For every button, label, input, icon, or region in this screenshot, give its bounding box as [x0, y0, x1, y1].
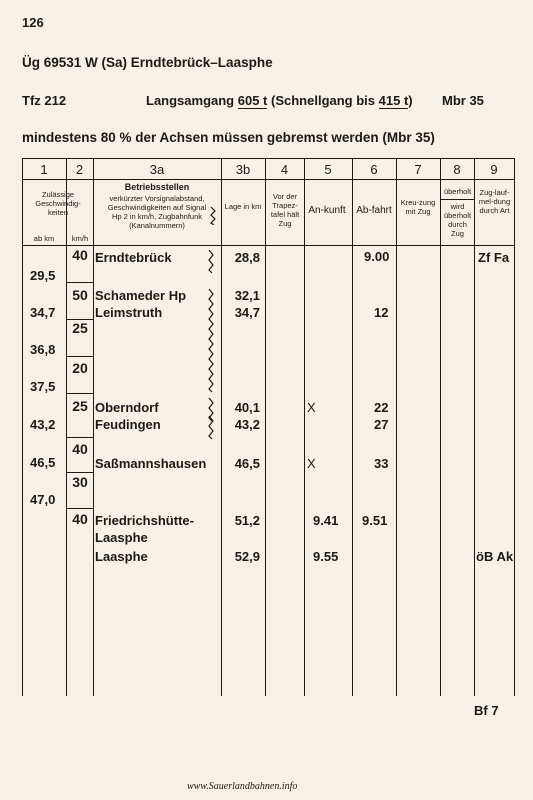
- station-name: Saßmannshausen: [95, 456, 207, 471]
- station-lage: 52,9: [234, 549, 260, 564]
- station-lage: 51,2: [234, 513, 260, 528]
- speed-value: 20: [72, 360, 88, 376]
- speed-suffix: ): [408, 93, 413, 108]
- km-mark: 47,0: [30, 492, 56, 507]
- km-mark: 34,7: [30, 305, 56, 320]
- col-number: 4: [280, 162, 289, 177]
- col3a-sub: verkürzter Vorsignalabstand, Geschwindigkeiten auf Signal Hp 2 in km/h, Zugbahnfunk (Kanalnummern): [107, 194, 207, 230]
- table-top-border: [22, 158, 515, 159]
- col8-split-rule: [440, 199, 474, 200]
- col-number: 6: [370, 162, 378, 177]
- table-left-border: [22, 158, 23, 696]
- speed-value: 25: [72, 320, 88, 336]
- col7-header: Kreu-zung mit Zug: [400, 198, 436, 216]
- slow-value: 605 t: [237, 93, 268, 108]
- speed-divider: [66, 356, 93, 357]
- header-rule: [22, 245, 515, 246]
- station-lage: 34,7: [234, 305, 260, 320]
- col-number: 8: [453, 162, 461, 177]
- col-number: 2: [75, 162, 84, 177]
- col8-header-bottom: wird überholt durch Zug: [443, 202, 472, 238]
- col8-header-top: überholt: [443, 187, 472, 196]
- speed-divider: [66, 393, 93, 394]
- col-divider: [440, 158, 441, 696]
- speed-divider: [66, 472, 93, 473]
- col4-header: Vor der Trapez-tafel hält Zug: [270, 192, 300, 228]
- speed-line: [146, 93, 413, 108]
- train-title: Üg 69531 W (Sa) Erndtebrück–Laasphe: [22, 55, 273, 70]
- station-lage: 46,5: [234, 456, 260, 471]
- route-report: Zf Fa: [478, 250, 510, 265]
- speed-divider: [66, 437, 93, 438]
- km-mark: 36,8: [30, 342, 56, 357]
- fast-value: 415 t: [378, 93, 409, 108]
- departure-time: 12: [374, 305, 389, 320]
- station-name: Friedrichshütte-: [95, 513, 194, 528]
- col-number: 1: [40, 162, 48, 177]
- km-mark: 29,5: [30, 268, 56, 283]
- watermark: www.Sauerlandbahnen.info: [187, 781, 298, 792]
- station-name-continued: Laasphe: [95, 530, 148, 545]
- table-right-border: [514, 158, 515, 696]
- col-divider: [221, 158, 222, 696]
- col3b-header: Lage in km: [224, 202, 262, 211]
- col9-header: Zug-lauf-mel-dung durch Art: [478, 188, 511, 215]
- page-number: 126: [22, 15, 44, 30]
- arrival-time: 9.41: [313, 513, 339, 528]
- col-number: 9: [490, 162, 498, 177]
- speed-divider: [66, 282, 93, 283]
- brake-note: mindestens 80 % der Achsen müssen gebremst werden (Mbr 35): [22, 130, 435, 145]
- col-number: 5: [324, 162, 332, 177]
- footer-code: Bf 7: [474, 703, 499, 718]
- speed-prefix: Langsamgang: [146, 93, 238, 108]
- col6-header: Ab-fahrt: [356, 205, 392, 216]
- speed-value: 50: [72, 287, 88, 303]
- speed-value: 25: [72, 398, 88, 414]
- col-divider: [265, 158, 266, 696]
- col-number: 3b: [235, 162, 251, 177]
- station-name: Erndtebrück: [95, 250, 172, 265]
- departure-time: 9.51: [362, 513, 388, 528]
- col1-sub-right: km/h: [71, 234, 89, 243]
- station-name: Leimstruth: [95, 305, 163, 320]
- mbr-label: Mbr 35: [442, 93, 484, 108]
- station-name: Oberndorf: [95, 400, 159, 415]
- departure-time: 27: [374, 417, 389, 432]
- col-divider: [474, 158, 475, 696]
- speed-mid: (Schnellgang bis: [267, 93, 379, 108]
- vorsignal-zigzag-icon: [206, 250, 216, 440]
- station-lage: 43,2: [234, 417, 260, 432]
- speed-value: 40: [72, 511, 88, 527]
- km-mark: 46,5: [30, 455, 56, 470]
- col-divider: [352, 158, 353, 696]
- station-lage: 32,1: [234, 288, 260, 303]
- speed-value: 40: [72, 441, 88, 457]
- station-name: Schameder Hp: [95, 288, 187, 303]
- col-number: 7: [414, 162, 422, 177]
- km-mark: 43,2: [30, 417, 56, 432]
- station-name: Feudingen: [95, 417, 161, 432]
- col-divider: [304, 158, 305, 696]
- col-divider: [93, 158, 94, 696]
- speed-value: 40: [72, 247, 88, 263]
- departure-time: 33: [374, 456, 389, 471]
- speed-divider: [66, 508, 93, 509]
- station-name: Laasphe: [95, 549, 148, 564]
- col-number: 3a: [149, 162, 165, 177]
- arrival-time: 9.55: [313, 549, 339, 564]
- speed-value: 30: [72, 474, 88, 490]
- tfz-label: Tfz 212: [22, 93, 67, 108]
- col1-header: Zulässige Geschwindig-keiten: [35, 190, 81, 217]
- col5-header: An-kunft: [308, 205, 346, 216]
- col3a-title: Betriebsstellen: [124, 182, 190, 192]
- km-mark: 37,5: [30, 379, 56, 394]
- station-lage: 28,8: [234, 250, 260, 265]
- col1-sub-left: ab km: [33, 234, 55, 243]
- route-report: öB Ak: [476, 549, 514, 564]
- cross-mark: X: [307, 400, 316, 415]
- cross-mark: X: [307, 456, 316, 471]
- col-divider: [396, 158, 397, 696]
- station-lage: 40,1: [234, 400, 260, 415]
- zigzag-icon: [209, 207, 217, 225]
- departure-time: 22: [374, 400, 389, 415]
- column-number-rule: [22, 179, 515, 180]
- departure-time: 9.00: [364, 249, 390, 264]
